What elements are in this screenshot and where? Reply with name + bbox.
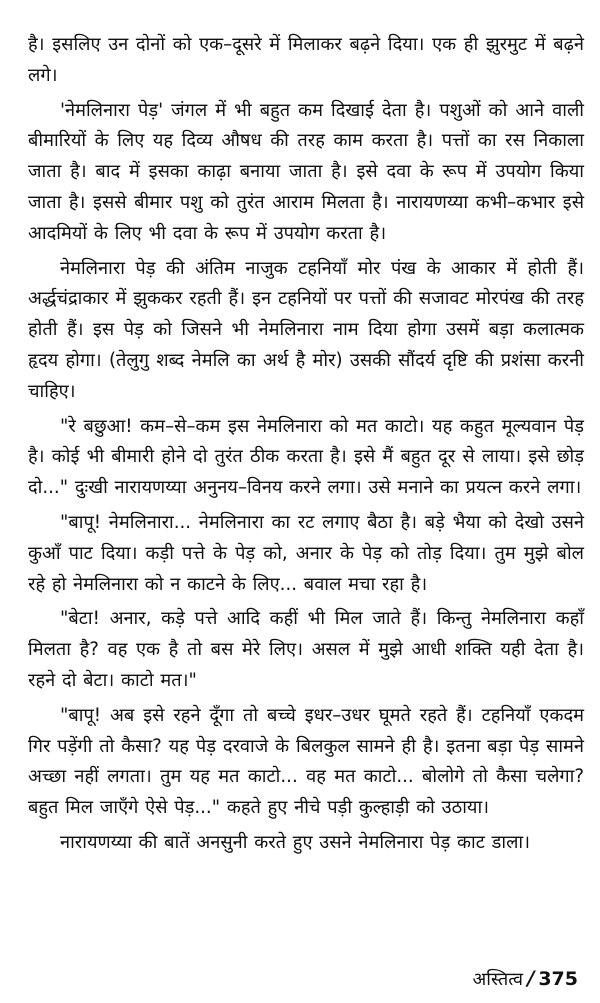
footer-book-title: अस्तित्व	[472, 969, 524, 990]
paragraph-peacock-branches: नेमलिनारा पेड़ की अंतिम नाजुक टहनियाँ मोर पंख के आकार में होती हैं। अर्द्धचंद्राकार में झुककर रहती हैं। इन टहनियों पर पत्तों की सजावट मोरपंख की तरह होती हैं। इस पेड़ को जिसने भी नेमलिनारा नाम दिया होगा उसमें बड़ा कलात्मक हृदय होगा। (तेलुगु शब्द नेमलि का अर्थ है मोर) उसकी सौंदर्य दृष्टि की प्रशंसा करनी चाहिए।	[28, 257, 584, 402]
page-footer	[473, 966, 578, 996]
paragraph-tree-cut: नारायणय्या की बातें अनसुनी करते हुए उसने नेमलिनारा पेड़ काट डाला।	[60, 831, 531, 853]
paragraph-son-axe: "बापू! अब इसे रहने दूँगा तो बच्चे इधर–उधर घूमते रहते हैं। टहनियाँ एकदम गिर पड़ेंगी तो कैसा? यह पेड़ दरवाजे के बिलकुल सामने ही है। इतना बड़ा पेड़ सामने अच्छा नहीं लगता। तुम यह मत काटो... वह मत काटो... बोलोगे तो कैसा चलेगा? बहुत मिल जाएँगे ऐसे पेड़..." कहते हुए नीचे पड़ी कुल्हाड़ी को उठाया।	[28, 704, 584, 819]
paragraph-nemalinara-description: 'नेमलिनारा पेड़' जंगल में भी बहुत कम दिखाई देता है। पशुओं को आने वाली बीमारियों के लिए यह दिव्य औषध की तरह काम करता है। पत्तों का रस निकाला जाता है। बाद में इसका काढ़ा बनाया जाता है। इसे दवा के रूप में उपयोग किया जाता है। इससे बीमार पशु को तुरंत आराम मिलता है। नारायणय्या कभी–कभार इसे आदमियों के लिए भी दवा के रूप में उपयोग करता है।	[28, 99, 584, 244]
paragraph-son-reply: "बापू! नेमलिनारा... नेमलिनारा का रट लगाए बैठा है। बड़े भैया को देखो उसने कुआँ पाट दिया। कड़ी पत्ते के पेड़ को, अनार के पेड़ को तोड़ दिया। तुम मुझे बोल रहे हो नेमलिनारा को न काटने के लिए... बवाल मचा रहा है।	[28, 511, 584, 595]
paragraph-continuation: है। इसलिए उन दोनों को एक–दूसरे में मिलाकर बढ़ने दिया। एक ही झुरमुट में बढ़ने लगे।	[28, 34, 584, 86]
page-number: 375	[538, 968, 578, 990]
paragraph-father-plea: "रे बछुआ! कम–से–कम इस नेमलिनारा को मत काटो। यह कहुत मूल्यवान पेड़ है। कोई भी बीमारी होने दो तुरंत ठीक करता है। इसे मैं बहुत दूर से लाया। इसे छोड़ दो..." दुःखी नारायणय्या अनुनय–विनय करने लगा। उसे मनाने का प्रयत्न करने लगा।	[28, 415, 584, 499]
footer-separator: /	[527, 966, 535, 990]
page-body	[28, 30, 584, 863]
paragraph-father-response: "बेटा! अनार, कड़े पत्ते आदि कहीं भी मिल जाते हैं। किन्तु नेमलिनारा कहाँ मिलता है? वह एक है तो बस मेरे लिए। असल में मुझे आधी शक्ति यही देता है। रहने दो बेटा। काटो मत।"	[28, 608, 584, 691]
